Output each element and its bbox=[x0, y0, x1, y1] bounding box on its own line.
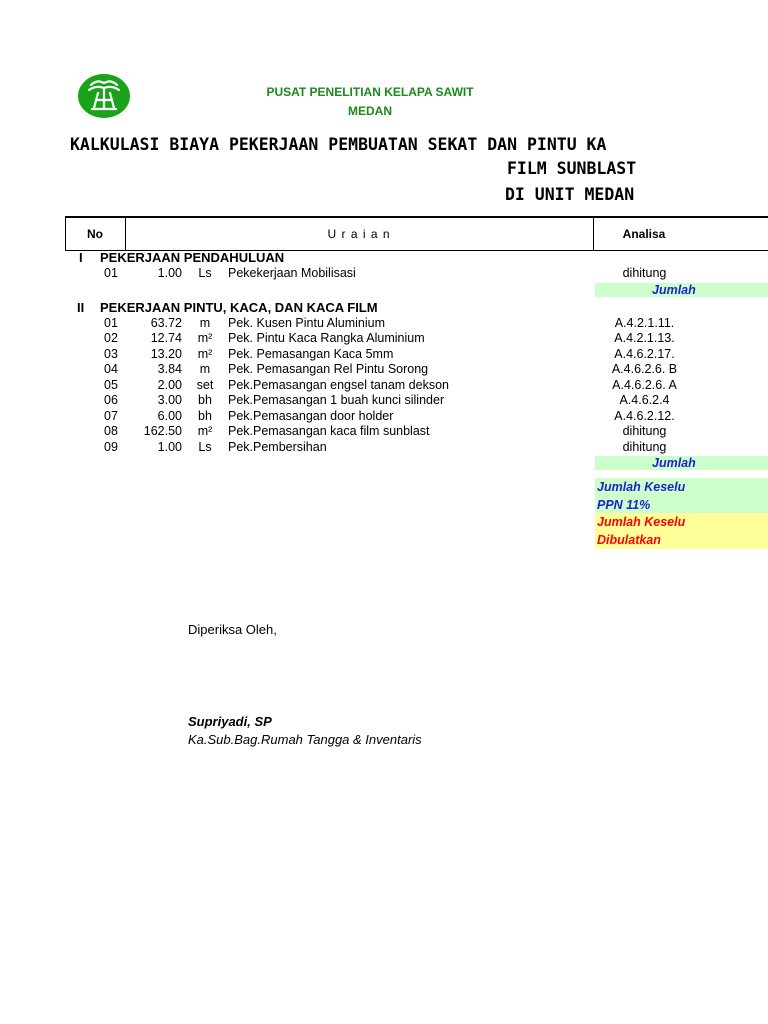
org-name-line2: MEDAN bbox=[348, 104, 392, 118]
total-ppn: PPN 11% bbox=[595, 496, 768, 514]
item-volume: 12.74 bbox=[150, 331, 182, 345]
item-no: 08 bbox=[104, 424, 118, 438]
item-description: Pek. Pemasangan Kaca 5mm bbox=[228, 346, 394, 361]
item-no: 02 bbox=[104, 331, 118, 345]
item-description: Pekekerjaan Mobilisasi bbox=[228, 265, 356, 280]
item-volume: 63.72 bbox=[150, 315, 182, 330]
item-description: Pek.Pemasangan engsel tanam dekson bbox=[228, 377, 449, 392]
item-no: 09 bbox=[104, 439, 118, 454]
header-no: No bbox=[87, 227, 103, 241]
item-volume: 6.00 bbox=[157, 408, 182, 423]
total-jumlah-keseluruhan: Jumlah Keselu bbox=[595, 478, 768, 496]
item-volume: 1.00 bbox=[157, 265, 182, 280]
item-unit: m² bbox=[197, 331, 213, 345]
table-row bbox=[0, 362, 768, 378]
institution-logo bbox=[77, 73, 131, 119]
item-description: Pek.Pemasangan door holder bbox=[228, 408, 394, 423]
item-unit: m bbox=[199, 362, 211, 376]
item-unit: m² bbox=[197, 346, 213, 361]
table-row bbox=[0, 424, 768, 440]
item-volume: 1.00 bbox=[157, 439, 182, 454]
item-unit: m bbox=[199, 315, 211, 330]
signatory-name: Supriyadi, SP bbox=[188, 714, 272, 729]
section-roman: I bbox=[79, 250, 83, 265]
section-roman: II bbox=[77, 299, 85, 315]
item-description: Pek. Pemasangan Rel Pintu Sorong bbox=[228, 362, 429, 376]
item-no: 01 bbox=[104, 315, 118, 330]
table-row bbox=[0, 378, 768, 394]
item-analisa: A.4.6.2.12. bbox=[614, 408, 675, 423]
item-description: Pek. Kusen Pintu Aluminium bbox=[228, 315, 386, 330]
header-uraian: U r a i a n bbox=[327, 227, 391, 241]
section-header bbox=[0, 250, 768, 266]
total-dibulatkan: Dibulatkan bbox=[595, 531, 768, 549]
item-analisa: dihitung bbox=[622, 439, 667, 454]
item-no: 01 bbox=[104, 265, 118, 280]
item-volume: 3.84 bbox=[157, 362, 182, 376]
item-analisa: A.4.2.1.11. bbox=[614, 315, 675, 330]
item-volume: 13.20 bbox=[150, 346, 182, 361]
signatory-position: Ka.Sub.Bag.Rumah Tangga & Inventaris bbox=[188, 732, 422, 747]
section-header bbox=[0, 300, 768, 316]
table-header bbox=[65, 216, 768, 251]
item-analisa: A.4.6.2.6. B bbox=[611, 362, 678, 376]
item-analisa: A.4.6.2.4 bbox=[619, 393, 670, 407]
table-row bbox=[0, 347, 768, 363]
item-description: Pek.Pembersihan bbox=[228, 439, 327, 454]
item-no: 07 bbox=[104, 408, 118, 423]
item-analisa: dihitung bbox=[622, 424, 667, 438]
table-row bbox=[0, 440, 768, 456]
palm-tree-logo-icon bbox=[77, 73, 131, 119]
subtotal-jumlah: Jumlah bbox=[595, 283, 768, 297]
total-jumlah-keseluruhan-ppn: Jumlah Keselu bbox=[595, 513, 768, 531]
document-title-line2: FILM SUNBLAST bbox=[507, 159, 637, 178]
item-no: 06 bbox=[104, 393, 118, 407]
item-unit: bh bbox=[198, 393, 212, 407]
table-row bbox=[0, 316, 768, 332]
item-unit: Ls bbox=[198, 265, 212, 280]
table-row bbox=[0, 331, 768, 347]
table-row bbox=[0, 393, 768, 409]
item-volume: 3.00 bbox=[157, 393, 182, 407]
item-description: Pek. Pintu Kaca Rangka Aluminium bbox=[228, 331, 425, 345]
item-no: 03 bbox=[104, 346, 118, 361]
table-row bbox=[0, 266, 768, 282]
item-analisa: A.4.6.2.17. bbox=[614, 346, 675, 361]
item-analisa: dihitung bbox=[622, 265, 667, 280]
item-description: Pek.Pemasangan kaca film sunblast bbox=[228, 424, 430, 438]
item-analisa: A.4.2.1.13. bbox=[614, 331, 675, 345]
item-unit: Ls bbox=[198, 439, 212, 454]
table-row bbox=[0, 409, 768, 425]
document-title-line1: KALKULASI BIAYA PEKERJAAN PEMBUATAN SEKAT DAN PINTU KA bbox=[70, 135, 607, 154]
org-name-line1: PUSAT PENELITIAN KELAPA SAWIT bbox=[266, 85, 474, 99]
section-title: PEKERJAAN PENDAHULUAN bbox=[100, 250, 285, 265]
item-volume: 2.00 bbox=[157, 377, 182, 392]
item-volume: 162.50 bbox=[143, 424, 182, 438]
document-title-line3: DI UNIT MEDAN bbox=[505, 185, 635, 204]
subtotal-jumlah: Jumlah bbox=[595, 456, 768, 470]
section-title: PEKERJAAN PINTU, KACA, DAN KACA FILM bbox=[100, 299, 378, 315]
item-unit: set bbox=[196, 377, 214, 392]
checked-by-label: Diperiksa Oleh, bbox=[188, 622, 277, 637]
item-analisa: A.4.6.2.6. A bbox=[612, 377, 677, 392]
item-no: 04 bbox=[104, 362, 118, 376]
item-unit: m² bbox=[197, 424, 213, 438]
item-unit: bh bbox=[198, 408, 212, 423]
item-no: 05 bbox=[104, 377, 118, 392]
header-analisa: Analisa bbox=[622, 227, 666, 241]
item-description: Pek.Pemasangan 1 buah kunci silinder bbox=[228, 393, 445, 407]
